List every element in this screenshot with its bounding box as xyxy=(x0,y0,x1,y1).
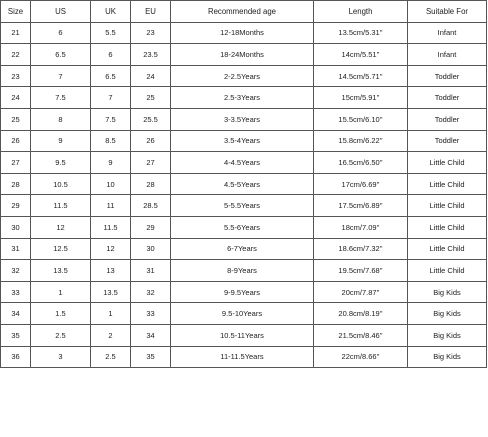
table-body xyxy=(1,22,487,368)
size-cell: 35 xyxy=(1,324,31,346)
suitable-for-cell: Big Kids xyxy=(408,281,487,303)
size-cell: 32 xyxy=(1,260,31,282)
age-cell: 4-4.5Years xyxy=(171,152,314,174)
suitable-for-cell: Little Child xyxy=(408,173,487,195)
header-uk: UK xyxy=(91,1,131,23)
size-cell: 29 xyxy=(1,195,31,217)
eu-cell: 32 xyxy=(131,281,171,303)
header-us: US xyxy=(31,1,91,23)
uk-cell: 12 xyxy=(91,238,131,260)
table-row xyxy=(1,216,487,238)
table-row xyxy=(1,281,487,303)
eu-cell: 25.5 xyxy=(131,108,171,130)
size-cell: 30 xyxy=(1,216,31,238)
table-row xyxy=(1,303,487,325)
suitable-for-cell: Toddler xyxy=(408,130,487,152)
eu-cell: 31 xyxy=(131,260,171,282)
suitable-for-cell: Little Child xyxy=(408,260,487,282)
us-cell: 6 xyxy=(31,22,91,44)
suitable-for-cell: Little Child xyxy=(408,238,487,260)
uk-cell: 5.5 xyxy=(91,22,131,44)
uk-cell: 7 xyxy=(91,87,131,109)
header-size: Size xyxy=(1,1,31,23)
uk-cell: 13.5 xyxy=(91,281,131,303)
age-cell: 9-9.5Years xyxy=(171,281,314,303)
uk-cell: 11.5 xyxy=(91,216,131,238)
suitable-for-cell: Toddler xyxy=(408,65,487,87)
us-cell: 7.5 xyxy=(31,87,91,109)
size-cell: 23 xyxy=(1,65,31,87)
header-suitable-for: Suitable For xyxy=(408,1,487,23)
length-cell: 17cm/6.69'' xyxy=(314,173,408,195)
us-cell: 7 xyxy=(31,65,91,87)
age-cell: 3-3.5Years xyxy=(171,108,314,130)
eu-cell: 23 xyxy=(131,22,171,44)
length-cell: 19.5cm/7.68'' xyxy=(314,260,408,282)
eu-cell: 24 xyxy=(131,65,171,87)
us-cell: 12.5 xyxy=(31,238,91,260)
length-cell: 22cm/8.66'' xyxy=(314,346,408,368)
header-row xyxy=(1,1,487,23)
age-cell: 11-11.5Years xyxy=(171,346,314,368)
eu-cell: 25 xyxy=(131,87,171,109)
table-row xyxy=(1,152,487,174)
uk-cell: 6.5 xyxy=(91,65,131,87)
us-cell: 8 xyxy=(31,108,91,130)
us-cell: 9.5 xyxy=(31,152,91,174)
length-cell: 15cm/5.91'' xyxy=(314,87,408,109)
age-cell: 2.5-3Years xyxy=(171,87,314,109)
uk-cell: 11 xyxy=(91,195,131,217)
size-cell: 31 xyxy=(1,238,31,260)
suitable-for-cell: Infant xyxy=(408,22,487,44)
length-cell: 15.8cm/6.22'' xyxy=(314,130,408,152)
size-cell: 34 xyxy=(1,303,31,325)
us-cell: 12 xyxy=(31,216,91,238)
header-length: Length xyxy=(314,1,408,23)
us-cell: 1 xyxy=(31,281,91,303)
length-cell: 20cm/7.87'' xyxy=(314,281,408,303)
suitable-for-cell: Toddler xyxy=(408,87,487,109)
suitable-for-cell: Infant xyxy=(408,44,487,66)
table-row xyxy=(1,65,487,87)
eu-cell: 28.5 xyxy=(131,195,171,217)
size-cell: 36 xyxy=(1,346,31,368)
eu-cell: 30 xyxy=(131,238,171,260)
table-row xyxy=(1,130,487,152)
age-cell: 8-9Years xyxy=(171,260,314,282)
table-row xyxy=(1,173,487,195)
size-cell: 25 xyxy=(1,108,31,130)
size-cell: 26 xyxy=(1,130,31,152)
age-cell: 9.5-10Years xyxy=(171,303,314,325)
us-cell: 2.5 xyxy=(31,324,91,346)
eu-cell: 26 xyxy=(131,130,171,152)
size-cell: 22 xyxy=(1,44,31,66)
us-cell: 6.5 xyxy=(31,44,91,66)
size-cell: 33 xyxy=(1,281,31,303)
uk-cell: 2 xyxy=(91,324,131,346)
eu-cell: 28 xyxy=(131,173,171,195)
table-row xyxy=(1,260,487,282)
uk-cell: 7.5 xyxy=(91,108,131,130)
us-cell: 1.5 xyxy=(31,303,91,325)
suitable-for-cell: Little Child xyxy=(408,152,487,174)
table-row xyxy=(1,22,487,44)
age-cell: 5-5.5Years xyxy=(171,195,314,217)
table-row xyxy=(1,87,487,109)
uk-cell: 1 xyxy=(91,303,131,325)
age-cell: 4.5-5Years xyxy=(171,173,314,195)
us-cell: 9 xyxy=(31,130,91,152)
us-cell: 13.5 xyxy=(31,260,91,282)
header-eu: EU xyxy=(131,1,171,23)
us-cell: 10.5 xyxy=(31,173,91,195)
age-cell: 3.5-4Years xyxy=(171,130,314,152)
uk-cell: 8.5 xyxy=(91,130,131,152)
header-recommended-age: Recommended age xyxy=(171,1,314,23)
uk-cell: 9 xyxy=(91,152,131,174)
length-cell: 17.5cm/6.89'' xyxy=(314,195,408,217)
table-row xyxy=(1,108,487,130)
length-cell: 18.6cm/7.32'' xyxy=(314,238,408,260)
suitable-for-cell: Big Kids xyxy=(408,346,487,368)
age-cell: 10.5-11Years xyxy=(171,324,314,346)
eu-cell: 35 xyxy=(131,346,171,368)
suitable-for-cell: Little Child xyxy=(408,216,487,238)
length-cell: 13.5cm/5.31'' xyxy=(314,22,408,44)
length-cell: 16.5cm/6.50'' xyxy=(314,152,408,174)
table-row xyxy=(1,195,487,217)
table-row xyxy=(1,324,487,346)
suitable-for-cell: Big Kids xyxy=(408,303,487,325)
age-cell: 18-24Months xyxy=(171,44,314,66)
uk-cell: 2.5 xyxy=(91,346,131,368)
eu-cell: 23.5 xyxy=(131,44,171,66)
eu-cell: 34 xyxy=(131,324,171,346)
length-cell: 14cm/5.51'' xyxy=(314,44,408,66)
size-cell: 28 xyxy=(1,173,31,195)
eu-cell: 27 xyxy=(131,152,171,174)
us-cell: 3 xyxy=(31,346,91,368)
size-cell: 21 xyxy=(1,22,31,44)
us-cell: 11.5 xyxy=(31,195,91,217)
suitable-for-cell: Big Kids xyxy=(408,324,487,346)
length-cell: 21.5cm/8.46'' xyxy=(314,324,408,346)
suitable-for-cell: Toddler xyxy=(408,108,487,130)
eu-cell: 29 xyxy=(131,216,171,238)
length-cell: 14.5cm/5.71'' xyxy=(314,65,408,87)
suitable-for-cell: Little Child xyxy=(408,195,487,217)
size-cell: 27 xyxy=(1,152,31,174)
length-cell: 15.5cm/6.10'' xyxy=(314,108,408,130)
age-cell: 2-2.5Years xyxy=(171,65,314,87)
size-cell: 24 xyxy=(1,87,31,109)
table-row xyxy=(1,346,487,368)
age-cell: 5.5-6Years xyxy=(171,216,314,238)
eu-cell: 33 xyxy=(131,303,171,325)
uk-cell: 10 xyxy=(91,173,131,195)
length-cell: 18cm/7.09'' xyxy=(314,216,408,238)
uk-cell: 13 xyxy=(91,260,131,282)
age-cell: 12-18Months xyxy=(171,22,314,44)
table-row xyxy=(1,238,487,260)
age-cell: 6-7Years xyxy=(171,238,314,260)
uk-cell: 6 xyxy=(91,44,131,66)
length-cell: 20.8cm/8.19'' xyxy=(314,303,408,325)
table-row xyxy=(1,44,487,66)
